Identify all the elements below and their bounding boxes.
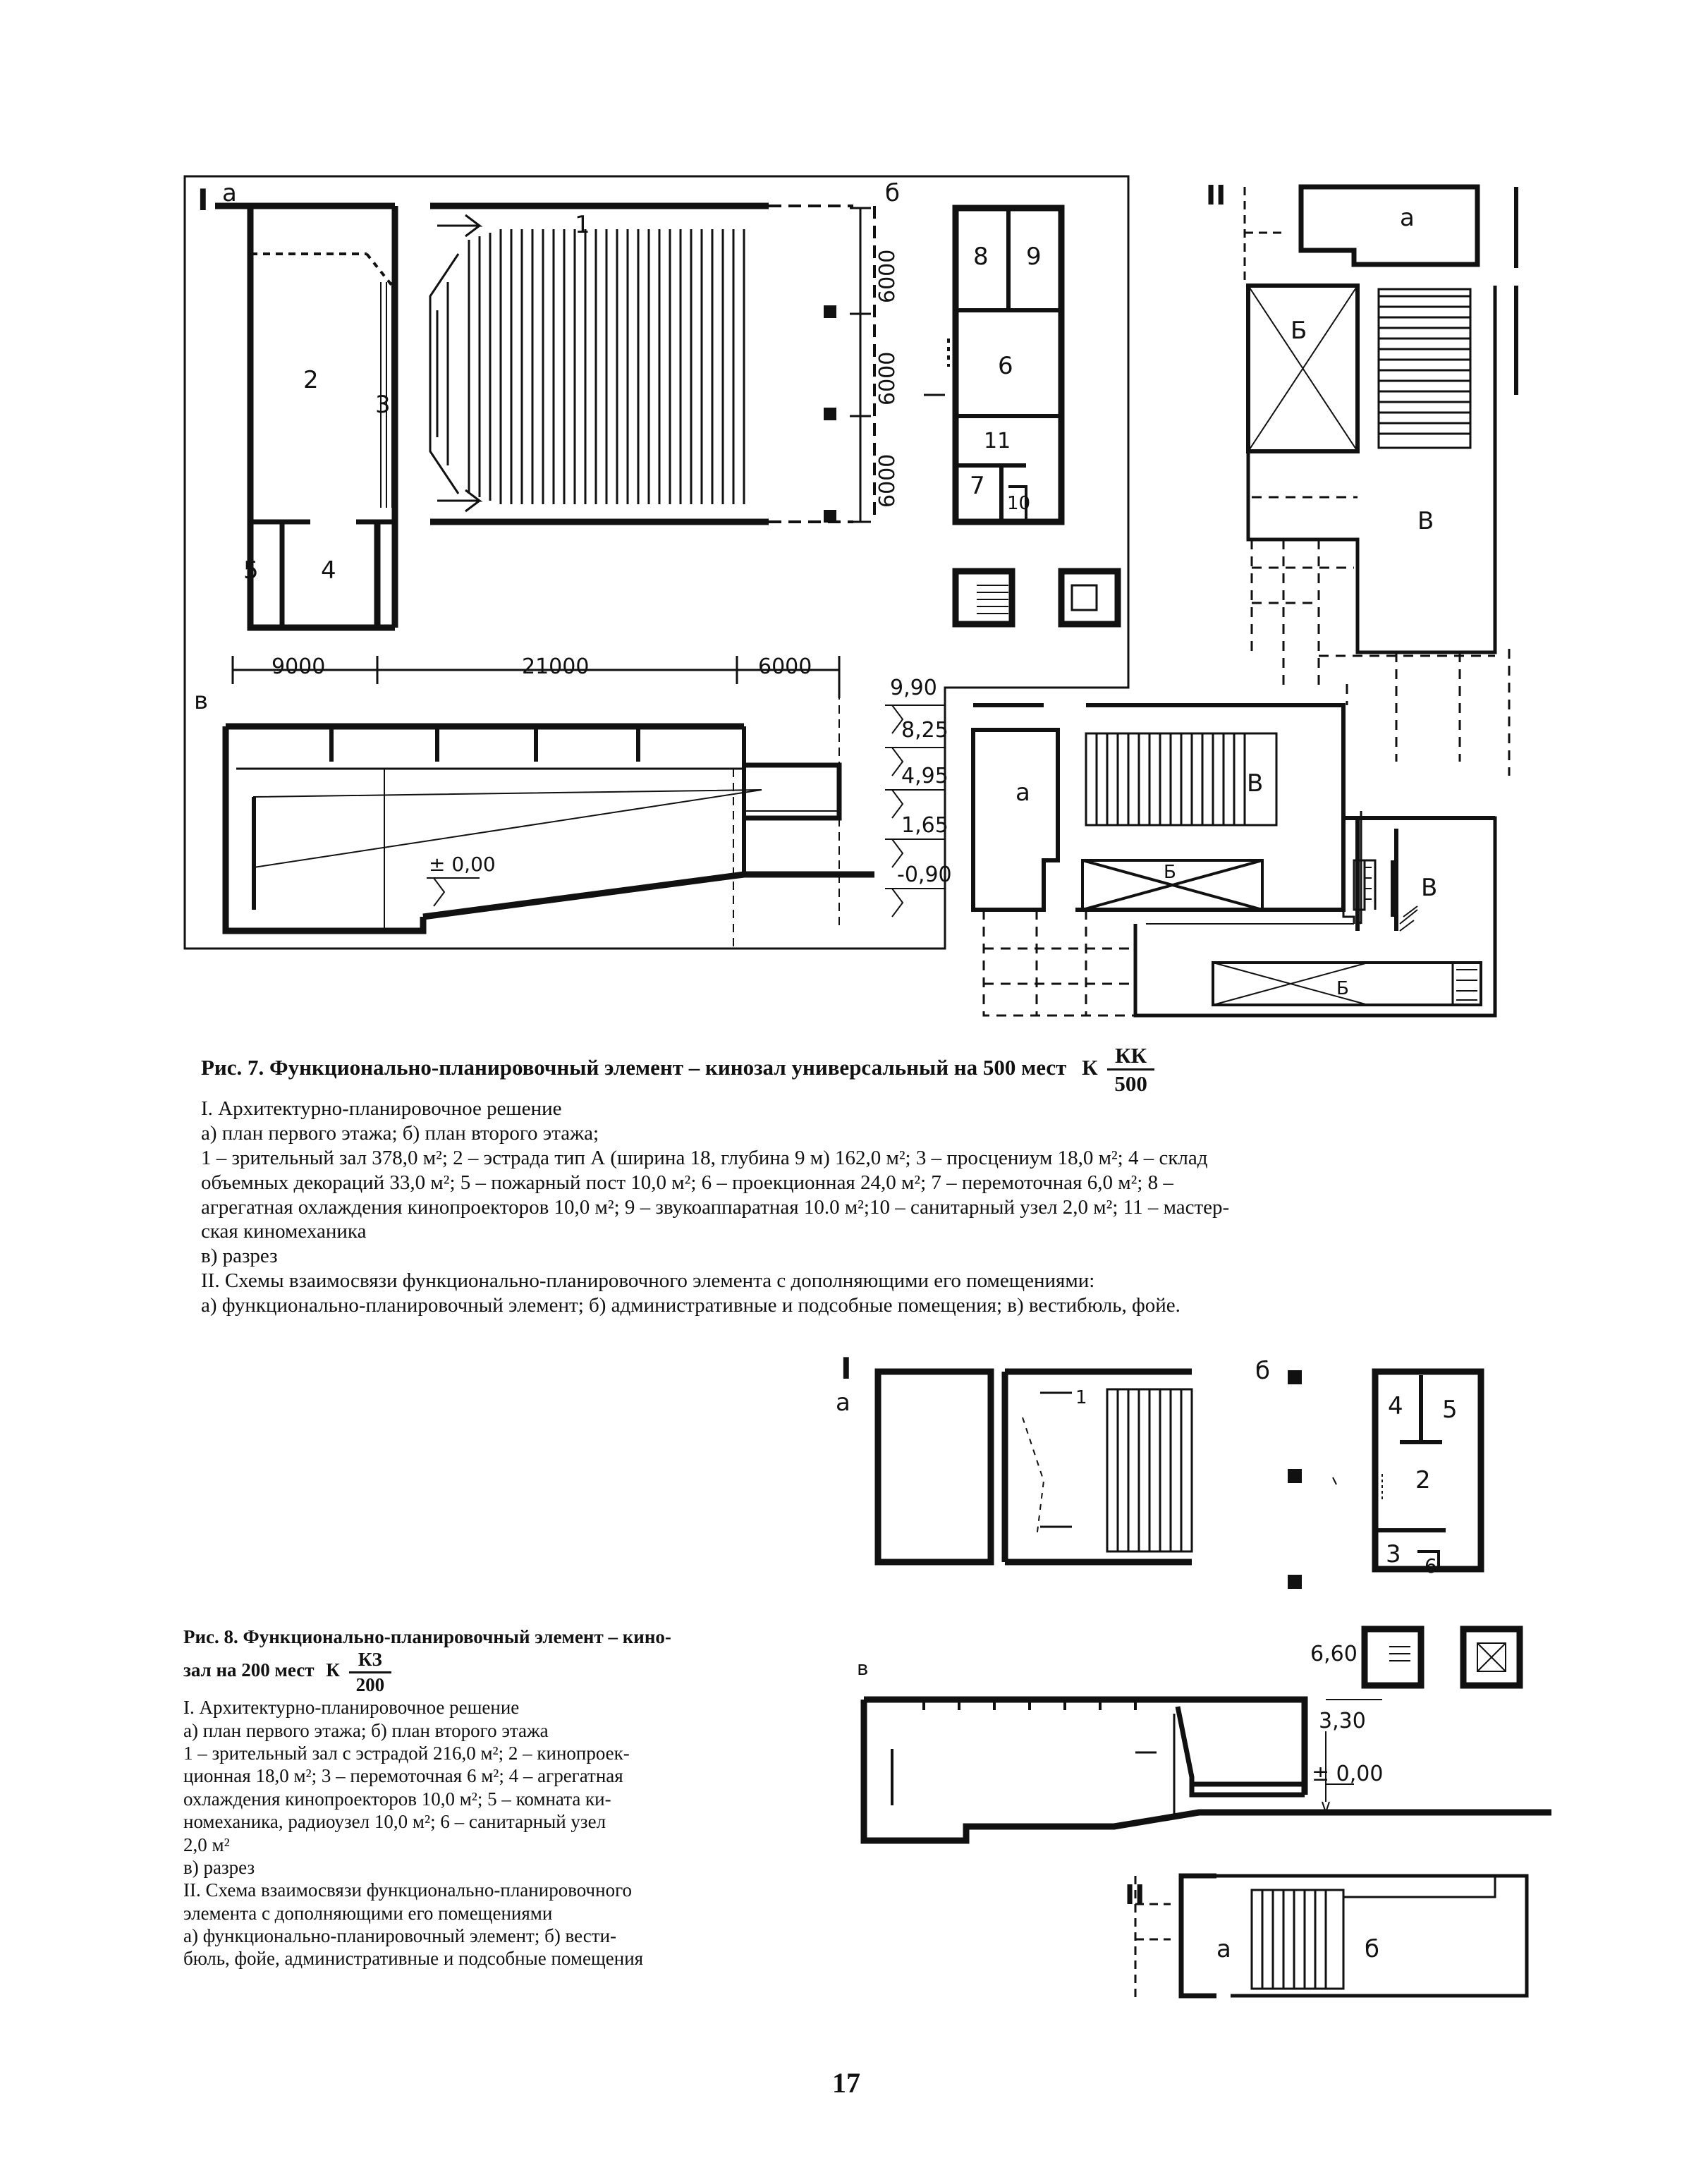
fig7-room-10: 10 bbox=[1007, 493, 1031, 514]
fig7-caption-line1: I. Архитектурно-планировочное решение bbox=[201, 1097, 562, 1121]
fig7-label-a: а bbox=[222, 179, 237, 207]
fig7-section bbox=[226, 691, 945, 949]
fig7-caption-line9: а) функционально-планировочный элемент; б) административные и подсобные помещения; в) вестибюль, фойе. bbox=[201, 1293, 1181, 1317]
fig8-caption-line5: охлаждения кинопроекторов 10,0 м²; 5 – комната ки- bbox=[183, 1788, 611, 1810]
fig8-level-660: 6,60 bbox=[1310, 1642, 1358, 1666]
fig8-II-b: б bbox=[1365, 1935, 1379, 1963]
fig7-dim-21000: 21000 bbox=[522, 654, 590, 679]
fig8-level-000: ± 0,00 bbox=[1312, 1762, 1384, 1786]
fig7-caption-line3: 1 – зрительный зал 378,0 м²; 2 – эстрада тип А (ширина 18, глубина 9 м) 162,0 м²; 3 – просцениум 18,0 м²; 4 – склад bbox=[201, 1146, 1208, 1169]
fig8-label-I: I bbox=[841, 1351, 852, 1386]
fig7-level-000: ± 0,00 bbox=[429, 853, 496, 876]
fig7-label-I: I bbox=[197, 183, 209, 217]
fig7-II-V3: В bbox=[1421, 874, 1438, 902]
seat-rows bbox=[437, 229, 744, 504]
fig8-caption-line2: а) план первого этажа; б) план второго этажа bbox=[183, 1719, 549, 1741]
fig7-caption-line7: в) разрез bbox=[201, 1245, 278, 1268]
fig8-level-330: 3,30 bbox=[1319, 1709, 1366, 1733]
fig8-room-4: 4 bbox=[1388, 1392, 1403, 1420]
fig8-II-a: а bbox=[1216, 1935, 1231, 1963]
fig7-formula: $\frac{КК}{500}$ bbox=[1107, 1042, 1154, 1097]
fig8-caption-line6: номеханика, радиоузел 10,0 м²; 6 – санитарный узел bbox=[183, 1811, 606, 1833]
fig8-caption-line9: II. Схема взаимосвязи функционально-планировочного bbox=[183, 1879, 632, 1901]
fig7-room-5: 5 bbox=[243, 556, 259, 585]
fig7-room-4: 4 bbox=[321, 556, 336, 585]
fig8-caption-line12: бюль, фойе, административные и подсобные помещения bbox=[183, 1948, 644, 1970]
fig7-II-B1: Б bbox=[1291, 317, 1307, 345]
fig7-level-825: 8,25 bbox=[901, 718, 948, 743]
fig7-level-495: 4,95 bbox=[901, 764, 948, 788]
fig7-room-2: 2 bbox=[303, 366, 319, 394]
fig8-label-a: а bbox=[836, 1389, 850, 1417]
fig8-label-II: II bbox=[1125, 1879, 1145, 1910]
fig7-dim-6000: 6000 bbox=[758, 654, 812, 679]
fig8-room-1: 1 bbox=[1075, 1387, 1087, 1408]
fig8-room-2: 2 bbox=[1415, 1466, 1431, 1494]
fig7-label-II: II bbox=[1206, 180, 1226, 211]
fig7-room-6: 6 bbox=[998, 352, 1013, 380]
fig8-label-b: б bbox=[1255, 1357, 1270, 1385]
fig7-room-8: 8 bbox=[973, 243, 989, 271]
page-number: 17 bbox=[832, 2067, 860, 2099]
fig7-room-11: 11 bbox=[984, 429, 1011, 453]
fig7-room-9: 9 bbox=[1026, 243, 1042, 271]
fig7-dim-9000: 9000 bbox=[272, 654, 326, 679]
fig7-dim-v3: 6000 bbox=[875, 453, 900, 508]
fig7-II-B2: Б bbox=[1164, 862, 1176, 883]
fig8-caption bbox=[183, 1626, 804, 1970]
fig7-label-b: б bbox=[885, 179, 900, 207]
fig7-plan-second-floor bbox=[924, 208, 1118, 624]
fig8-formula: $\frac{КЗ}{200}$ bbox=[349, 1648, 392, 1696]
fig7-caption-line2: а) план первого этажа; б) план второго этажа; bbox=[201, 1122, 599, 1145]
fig7-room-3: 3 bbox=[375, 391, 391, 419]
fig8-label-v: в bbox=[857, 1657, 869, 1680]
fig7-dim-v2: 6000 bbox=[875, 351, 900, 405]
fig7-caption-line4: объемных декораций 33,0 м²; 5 – пожарный пост 10,0 м²; 6 – проекционная 24,0 м²; 7 – перемоточная 6,0 м²; 8 – bbox=[201, 1171, 1173, 1194]
fig8-caption-line11: а) функционально-планировочный элемент; б) вести- bbox=[183, 1925, 617, 1947]
fig7-level-990: 9,90 bbox=[890, 676, 937, 700]
fig7-II-V2: В bbox=[1247, 769, 1264, 798]
fig7-label-v: в bbox=[194, 687, 209, 715]
fig8-caption-line1: I. Архитектурно-планировочное решение bbox=[183, 1697, 520, 1719]
fig7-level-m090: -0,90 bbox=[897, 862, 952, 887]
fig8-room-3: 3 bbox=[1386, 1540, 1401, 1568]
fig7-caption-line6: ская киномеханика bbox=[201, 1220, 367, 1243]
fig7-caption bbox=[201, 1042, 1541, 1318]
fig7-II-a2: а bbox=[1015, 779, 1030, 807]
fig8-caption-line10: элемента с дополняющими его помещениями bbox=[183, 1902, 553, 1924]
fig7-II-a: а bbox=[1400, 204, 1415, 232]
fig8-caption-line4: ционная 18,0 м²; 3 – перемоточная 6 м²; 4 – агрегатная bbox=[183, 1765, 623, 1787]
fig8-caption-line3: 1 – зрительный зал с эстрадой 216,0 м²; 2 – кинопроек- bbox=[183, 1742, 630, 1764]
fig7-plan-first-floor bbox=[215, 206, 874, 628]
fig7-room-7: 7 bbox=[970, 472, 985, 500]
fig8-caption-title-a: Рис. 8. Функционально-планировочный элемент – кино- bbox=[183, 1626, 671, 1647]
fig8-caption-line8: в) разрез bbox=[183, 1856, 255, 1878]
fig7-caption-line8: II. Схемы взаимосвязи функционально-планировочного элемента с дополняющими его помещениями: bbox=[201, 1269, 1095, 1292]
fig8-plan-first-floor bbox=[878, 1372, 1192, 1562]
fig8-caption-title-b: зал на 200 мест К $\frac{КЗ}{200}$ bbox=[183, 1648, 804, 1696]
fig7-room-1: 1 bbox=[575, 211, 590, 239]
fig8-plan-second-floor bbox=[1289, 1372, 1520, 1685]
fig7-II-V1: В bbox=[1417, 507, 1434, 535]
fig8-scheme-ii bbox=[1135, 1876, 1527, 2003]
fig7-II-B3: Б bbox=[1336, 978, 1349, 999]
fig8-section bbox=[864, 1700, 1551, 1841]
fig8-caption-line7: 2,0 м² bbox=[183, 1834, 230, 1855]
fig7-dim-v1: 6000 bbox=[875, 249, 900, 303]
fig7-level-165: 1,65 bbox=[901, 813, 948, 838]
fig8-room-5: 5 bbox=[1442, 1396, 1458, 1424]
fig7-caption-title: Рис. 7. Функционально-планировочный элемент – кинозал универсальный на 500 мест К $\frac{КК}{500}$ bbox=[201, 1042, 1541, 1097]
fig8-room-6: 6 bbox=[1425, 1554, 1437, 1578]
fig7-caption-line5: агрегатная охлаждения кинопроекторов 10,0 м²; 9 – звукоаппаратная 10.0 м²;10 – санитарный узел 2,0 м²; 11 – мастер- bbox=[201, 1195, 1230, 1219]
